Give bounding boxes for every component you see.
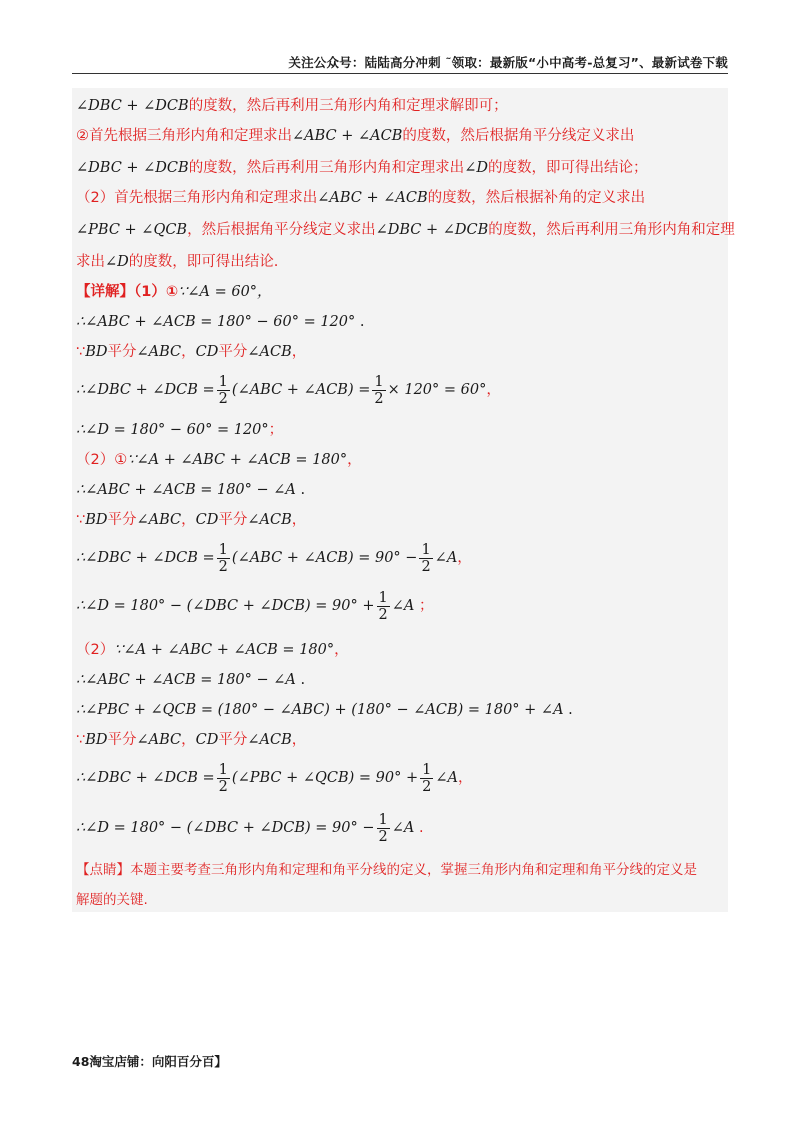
numerator: 1 <box>422 761 432 778</box>
math-expr: ∠ABC + ∠ACB <box>292 128 403 144</box>
line-12 <box>76 450 720 470</box>
line-24: 解题的关键. <box>76 892 148 908</box>
line-5 <box>76 220 735 240</box>
punct: ， <box>334 642 349 658</box>
line-13 <box>76 480 720 500</box>
math-expr: ∠ABC <box>136 732 182 748</box>
denominator: 2 <box>218 390 228 407</box>
line-14 <box>76 510 720 530</box>
fraction-half <box>217 762 230 795</box>
text: 的度数，然后再利用三角形内角和定理 <box>488 222 735 238</box>
numerator: 1 <box>378 811 388 828</box>
fraction-half <box>217 374 230 407</box>
punct: ， <box>291 344 307 360</box>
math-expr: ∠D <box>464 160 488 176</box>
fraction-half <box>420 762 433 795</box>
punct: ， <box>291 732 307 748</box>
math-expr: ∠A <box>391 820 415 836</box>
numerator: 1 <box>374 373 384 390</box>
text: 平分 <box>107 344 137 360</box>
math-expr: CD <box>195 344 219 360</box>
denominator: 2 <box>218 778 228 795</box>
numerator: 1 <box>218 761 228 778</box>
math-expr: ∵∠A = 60°， <box>178 284 272 300</box>
punct: ； <box>418 598 434 614</box>
math-expr: ∴∠DBC + ∠DCB = <box>76 770 215 786</box>
line-6 <box>76 252 720 272</box>
numerator: 1 <box>218 541 228 558</box>
math-expr: ∠PBC + ∠QCB <box>76 222 188 238</box>
punct: ， <box>181 732 196 748</box>
punct: . <box>300 672 306 688</box>
section-label: （2） <box>76 642 115 658</box>
text: 求出 <box>76 254 105 270</box>
math-expr: ∴∠ABC + ∠ACB = 180° − 60° = 120° <box>76 314 356 330</box>
punct: ， <box>457 550 472 566</box>
punct: . <box>418 820 424 836</box>
fraction-half <box>217 542 230 575</box>
punct: ， <box>181 512 196 528</box>
because-symbol: ∵ <box>76 732 86 748</box>
math-expr: ∴∠D = 180° − (∠DBC + ∠DCB) = 90° + <box>76 598 375 614</box>
punct: ， <box>291 512 307 528</box>
denominator: 2 <box>378 828 388 845</box>
math-expr: ∵∠A + ∠ABC + ∠ACB = 180° <box>114 642 335 658</box>
math-expr: CD <box>195 512 219 528</box>
punct: ， <box>181 344 196 360</box>
math-expr: BD <box>85 732 108 748</box>
line-8 <box>76 312 720 332</box>
line-11 <box>76 420 720 440</box>
math-expr: ∠ABC <box>136 344 182 360</box>
math-expr: ∠A <box>434 550 458 566</box>
math-expr: (∠PBC + ∠QCB) = 90° + <box>231 770 419 786</box>
text: 的度数，然后根据角平分线定义求出 <box>402 128 635 144</box>
numerator: 1 <box>218 373 228 390</box>
denominator: 2 <box>374 390 384 407</box>
line-23: 【点睛】本题主要考查三角形内角和定理和角平分线的定义，掌握三角形内角和定理和角平分线的定义是 <box>76 862 697 878</box>
page-footer: 48淘宝店铺：向阳百分百】 <box>72 1054 227 1069</box>
line-1 <box>76 96 720 116</box>
math-expr: ∠DBC + ∠DCB <box>76 160 189 176</box>
punct: ， <box>458 770 473 786</box>
text: ②首先根据三角形内角和定理求出 <box>76 128 292 144</box>
line-15 <box>76 540 720 576</box>
math-expr: ∴∠ABC + ∠ACB = 180° − ∠A <box>76 672 296 688</box>
section-label: 【详解】（1）① <box>76 284 179 300</box>
math-expr: ∠A <box>391 598 415 614</box>
because-symbol: ∵ <box>76 512 86 528</box>
text: 的度数，即可得出结论. <box>128 254 279 270</box>
line-18 <box>76 670 720 690</box>
math-expr: ∠ABC + ∠ACB <box>317 190 428 206</box>
text: 的度数，然后根据补角的定义求出 <box>427 190 646 206</box>
text: 的度数，然后再利用三角形内角和定理求解即可； <box>188 98 508 114</box>
math-expr: ∴∠DBC + ∠DCB = <box>76 382 215 398</box>
fraction-half <box>377 590 390 623</box>
solution-panel <box>72 88 735 912</box>
header-divider <box>72 73 728 74</box>
fraction-half <box>419 542 432 575</box>
line-2 <box>76 126 720 146</box>
math-expr: (∠ABC + ∠ACB) = <box>231 382 371 398</box>
punct: ； <box>268 422 284 438</box>
denominator: 2 <box>421 558 431 575</box>
line-7 <box>76 282 720 302</box>
because-symbol: ∵ <box>76 344 86 360</box>
math-expr: CD <box>195 732 219 748</box>
line-10 <box>76 372 720 408</box>
denominator: 2 <box>218 558 228 575</box>
denominator: 2 <box>422 778 432 795</box>
math-expr: ∠D <box>105 254 129 270</box>
text: 平分 <box>107 512 137 528</box>
line-19 <box>76 700 720 720</box>
math-expr: BD <box>85 344 108 360</box>
punct: ， <box>486 382 501 398</box>
text: （2）首先根据三角形内角和定理求出 <box>76 190 318 206</box>
page-header: 关注公众号：陆陆高分冲刺 ˜领取：最新版“小中高考-总复习”、最新试卷下载 <box>288 55 728 70</box>
text: 的度数，然后再利用三角形内角和定理求出 <box>188 160 465 176</box>
math-expr: ∴∠PBC + ∠QCB = (180° − ∠ABC) + (180° − ∠ACB) = 180° + ∠A <box>76 702 564 718</box>
math-expr: ∠DBC + ∠DCB <box>375 222 489 238</box>
line-9 <box>76 342 720 362</box>
math-expr: ∠ABC <box>136 512 182 528</box>
punct: . <box>300 482 306 498</box>
math-expr: (∠ABC + ∠ACB) = 90° − <box>231 550 418 566</box>
punct: . <box>568 702 573 718</box>
line-3 <box>76 158 720 178</box>
fraction-half <box>377 812 390 845</box>
numerator: 1 <box>378 589 388 606</box>
math-expr: ∴∠D = 180° − 60° = 120° <box>76 422 269 438</box>
line-21 <box>76 760 720 796</box>
denominator: 2 <box>378 606 388 623</box>
math-expr: ∠A <box>435 770 458 786</box>
text: ，然后根据角平分线定义求出 <box>187 222 376 238</box>
text: 平分 <box>218 512 248 528</box>
math-expr: ∠ACB <box>247 512 292 528</box>
text: 平分 <box>107 732 137 748</box>
line-17 <box>76 640 720 660</box>
math-expr: ∠ACB <box>247 732 292 748</box>
math-expr: ∴∠DBC + ∠DCB = <box>76 550 215 566</box>
math-expr: × 120° = 60° <box>387 382 487 398</box>
math-expr: ∠ACB <box>247 344 292 360</box>
math-expr: ∵∠A + ∠ABC + ∠ACB = 180° <box>127 452 348 468</box>
text: 平分 <box>218 344 248 360</box>
line-20 <box>76 730 720 750</box>
math-expr: ∴∠ABC + ∠ACB = 180° − ∠A <box>76 482 296 498</box>
punct: ， <box>347 452 362 468</box>
section-label: （2）① <box>76 452 128 468</box>
text: 的度数，即可得出结论； <box>487 160 648 176</box>
line-22 <box>76 810 720 846</box>
text: 平分 <box>218 732 248 748</box>
line-16 <box>76 588 720 624</box>
punct: . <box>359 314 365 330</box>
math-expr: ∴∠D = 180° − (∠DBC + ∠DCB) = 90° − <box>76 820 375 836</box>
fraction-half <box>372 374 385 407</box>
math-expr: ∠DBC + ∠DCB <box>76 98 189 114</box>
math-expr: BD <box>85 512 108 528</box>
numerator: 1 <box>421 541 431 558</box>
line-4 <box>76 188 720 208</box>
